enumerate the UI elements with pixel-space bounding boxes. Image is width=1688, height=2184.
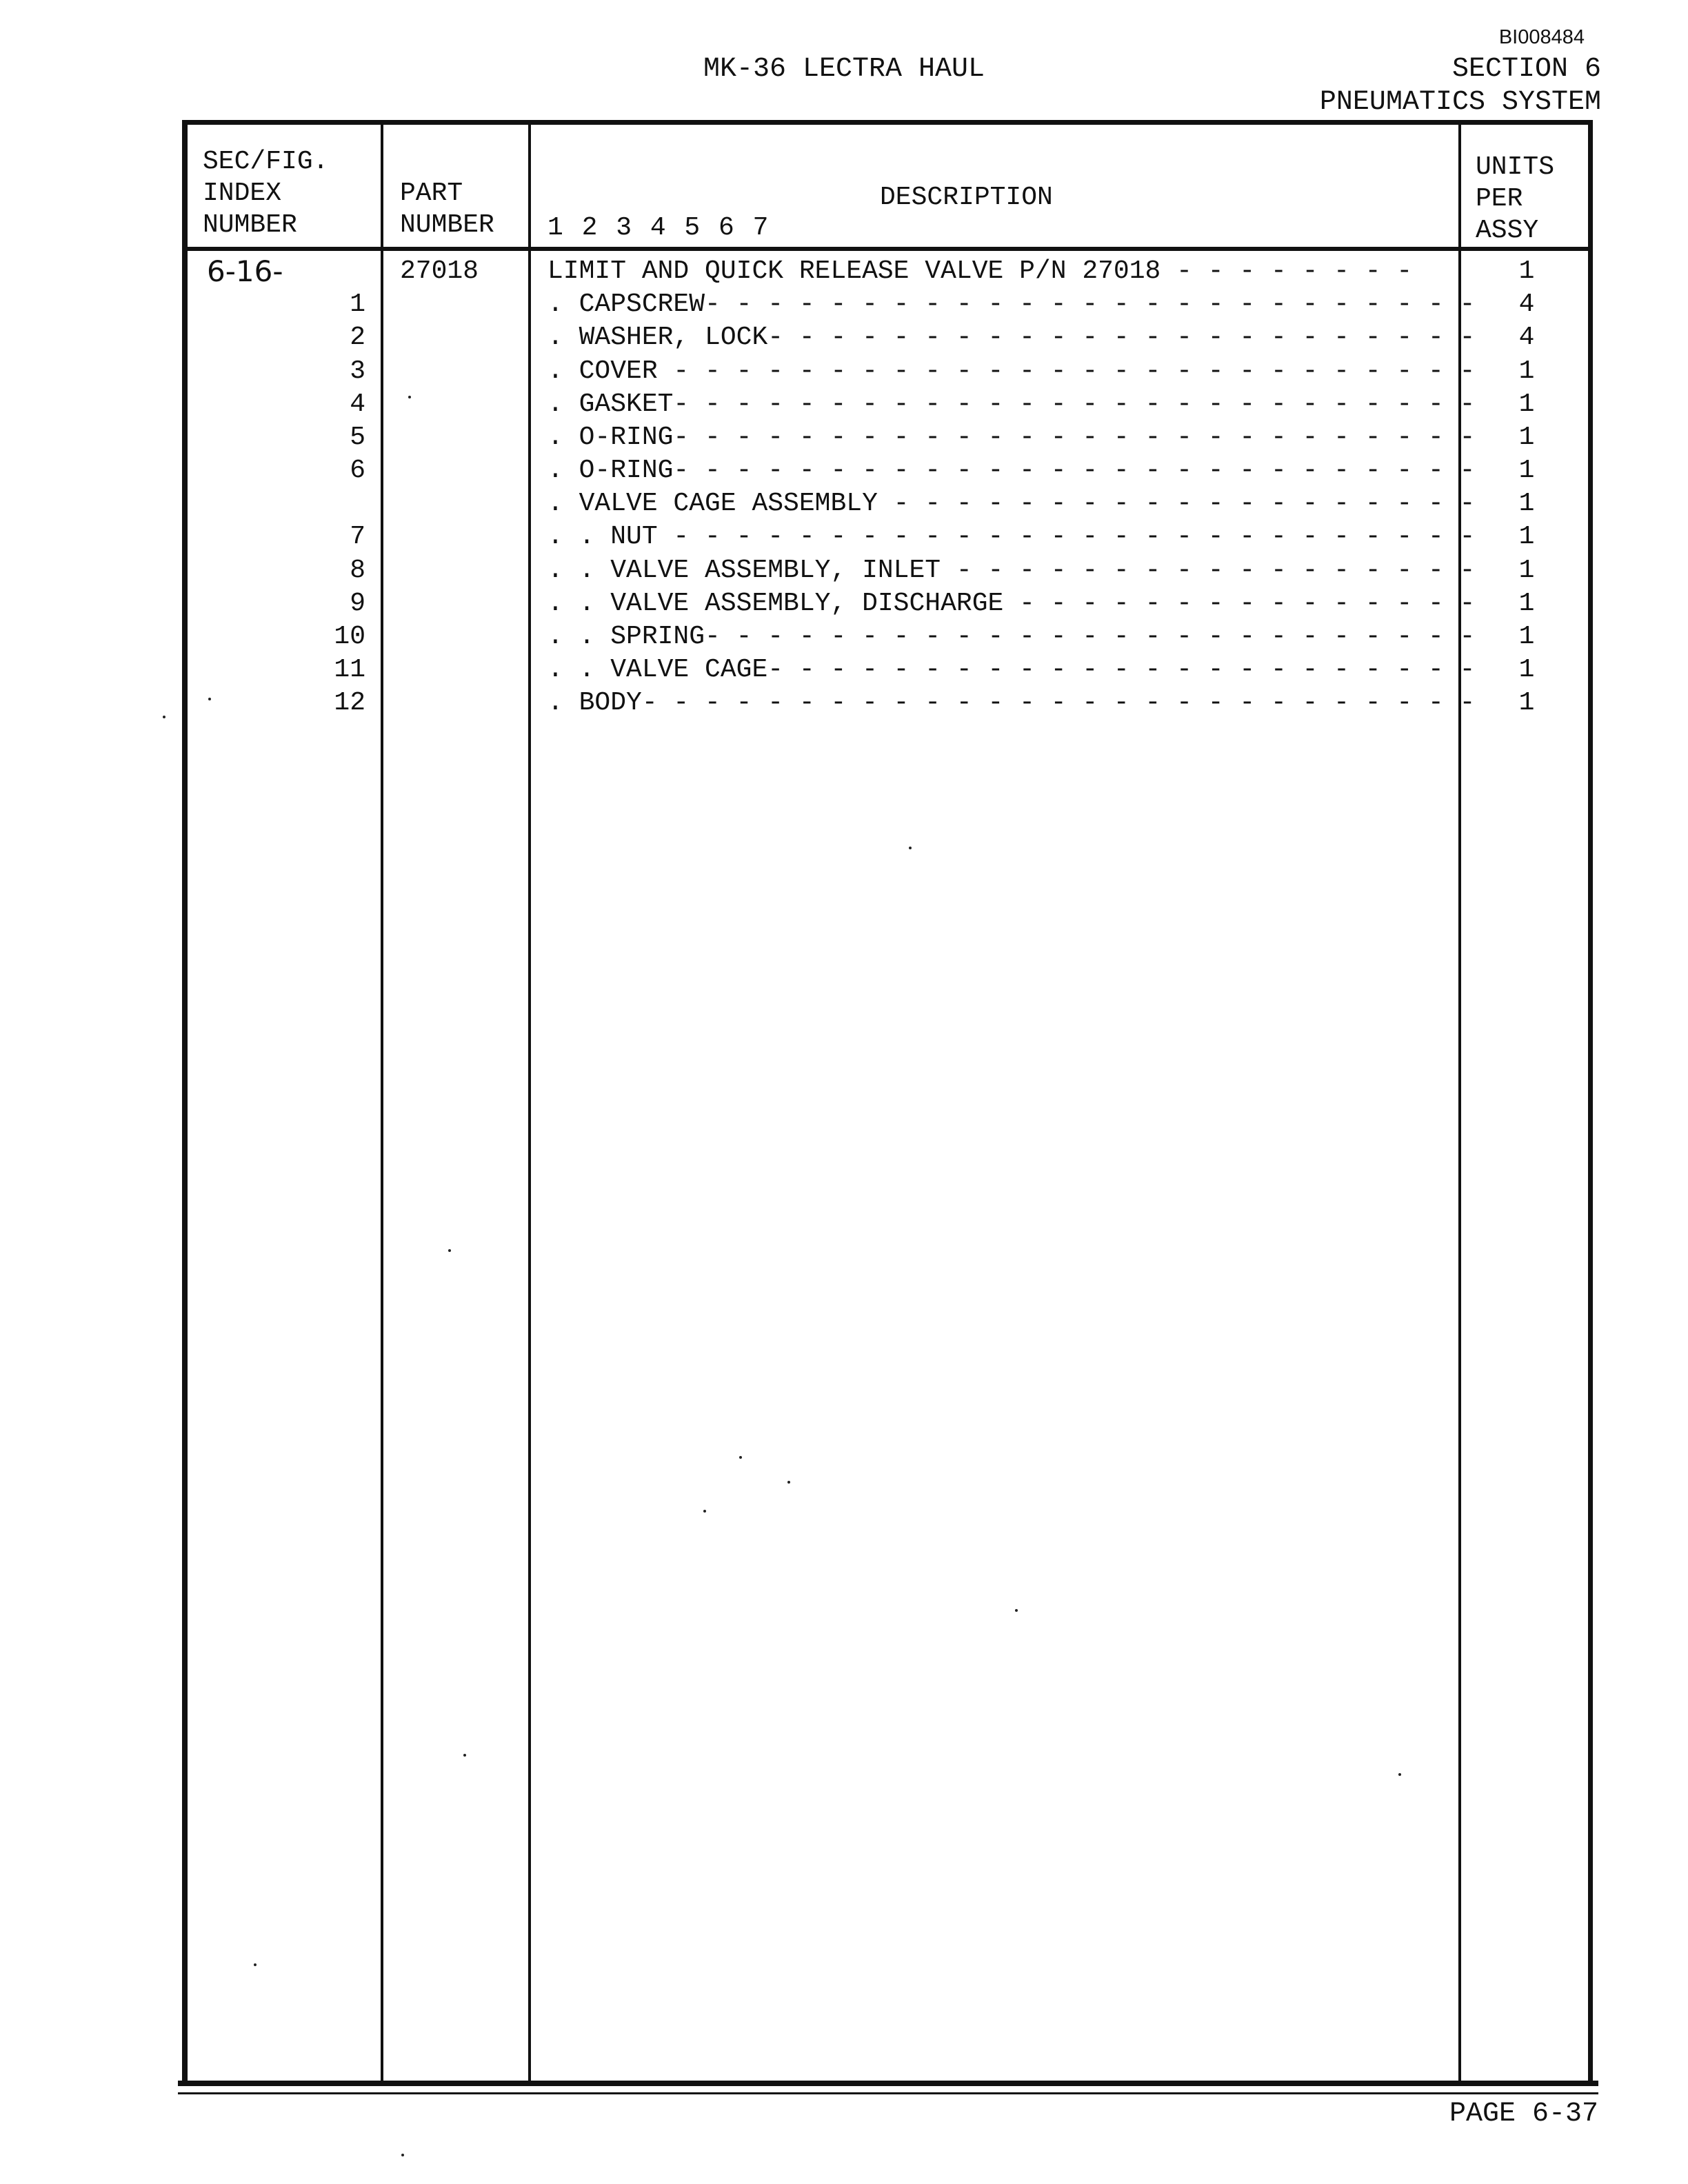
row-units: 4 <box>1518 323 1535 352</box>
row-description: . . VALVE CAGE- - - - - - - - - - - - - - - - - - - - - - - <box>547 655 1476 685</box>
scan-speck <box>703 1510 706 1513</box>
row-description: LIMIT AND QUICK RELEASE VALVE P/N 27018 - - - - - - - - <box>547 256 1413 286</box>
document-title: MK-36 LECTRA HAUL <box>703 54 985 85</box>
row-units: 1 <box>1518 622 1535 651</box>
row-index: 11 <box>334 655 365 685</box>
column-header-units-per-assy: UNITS PER ASSY <box>1476 152 1555 245</box>
table-bottom-rule <box>178 2092 1598 2094</box>
row-description: . . VALVE ASSEMBLY, INLET - - - - - - - - - - - - - - - - - <box>547 556 1476 585</box>
document-id: BI008484 <box>1498 26 1585 48</box>
row-index: 1 <box>350 290 365 319</box>
scan-speck <box>1015 1609 1018 1612</box>
row-index: 9 <box>350 589 365 618</box>
table-bottom-rule <box>178 2081 1598 2086</box>
column-header-index: SEC/FIG. INDEX NUMBER <box>203 147 329 240</box>
row-description: . VALVE CAGE ASSEMBLY - - - - - - - - - - - - - - - - - - - <box>547 489 1476 518</box>
row-units: 1 <box>1518 456 1535 485</box>
row-units: 1 <box>1518 589 1535 618</box>
row-index: 6 <box>350 456 365 485</box>
column-header-part-number: PART NUMBER <box>400 179 494 240</box>
row-index: 8 <box>350 556 365 585</box>
row-description: . O-RING- - - - - - - - - - - - - - - - - - - - - - - - - - <box>547 456 1476 485</box>
row-units: 1 <box>1518 256 1535 286</box>
section-label: SECTION 6 <box>1451 54 1601 85</box>
row-description: . GASKET- - - - - - - - - - - - - - - - - - - - - - - - - - <box>547 390 1476 419</box>
row-index: 12 <box>334 688 365 718</box>
scan-speck <box>163 716 165 718</box>
header-divider <box>186 247 1591 251</box>
scan-speck <box>1398 1773 1401 1776</box>
row-units: 1 <box>1518 390 1535 419</box>
row-index: 4 <box>350 390 365 419</box>
row-description: . O-RING- - - - - - - - - - - - - - - - - - - - - - - - - - <box>547 423 1476 452</box>
row-index: 7 <box>350 522 365 552</box>
row-description: . . VALVE ASSEMBLY, DISCHARGE - - - - - - - - - - - - - - - <box>547 589 1476 618</box>
row-description: . . SPRING- - - - - - - - - - - - - - - - - - - - - - - - - <box>547 622 1476 651</box>
row-units: 1 <box>1518 522 1535 552</box>
scan-speck <box>909 847 912 849</box>
row-units: 1 <box>1518 489 1535 518</box>
row-description: . WASHER, LOCK- - - - - - - - - - - - - - - - - - - - - - - <box>547 323 1476 352</box>
system-label: PNEUMATICS SYSTEM <box>1319 87 1601 118</box>
scan-speck <box>408 396 411 398</box>
column-divider <box>528 125 531 2083</box>
row-description: . BODY- - - - - - - - - - - - - - - - - - - - - - - - - - - <box>547 688 1476 718</box>
row-index: 2 <box>350 323 365 352</box>
row-index: 5 <box>350 423 365 452</box>
scan-speck <box>463 1754 466 1757</box>
row-units: 1 <box>1518 423 1535 452</box>
part-number: 27018 <box>400 256 479 286</box>
scan-speck <box>739 1456 742 1459</box>
scan-speck <box>208 698 211 700</box>
row-description: . COVER - - - - - - - - - - - - - - - - - - - - - - - - - - <box>547 356 1476 386</box>
column-divider <box>381 125 383 2083</box>
row-description: . . NUT - - - - - - - - - - - - - - - - - - - - - - - - - - <box>547 522 1476 552</box>
column-header-indent-levels: 1 2 3 4 5 6 7 <box>547 213 770 243</box>
row-index: 3 <box>350 356 365 386</box>
scan-speck <box>448 1249 451 1252</box>
row-units: 1 <box>1518 356 1535 386</box>
row-description: . CAPSCREW- - - - - - - - - - - - - - - - - - - - - - - - - <box>547 290 1476 319</box>
row-units: 1 <box>1518 556 1535 585</box>
row-units: 1 <box>1518 655 1535 685</box>
figure-reference: 6-16- <box>207 254 283 288</box>
scan-speck <box>401 2154 404 2156</box>
scan-speck <box>254 1963 257 1966</box>
page-number: PAGE 6-37 <box>1449 2099 1599 2130</box>
column-header-description: DESCRIPTION <box>880 183 1053 212</box>
row-index: 10 <box>334 622 365 651</box>
scan-speck <box>787 1481 790 1484</box>
row-units: 4 <box>1518 290 1535 319</box>
row-units: 1 <box>1518 688 1535 718</box>
